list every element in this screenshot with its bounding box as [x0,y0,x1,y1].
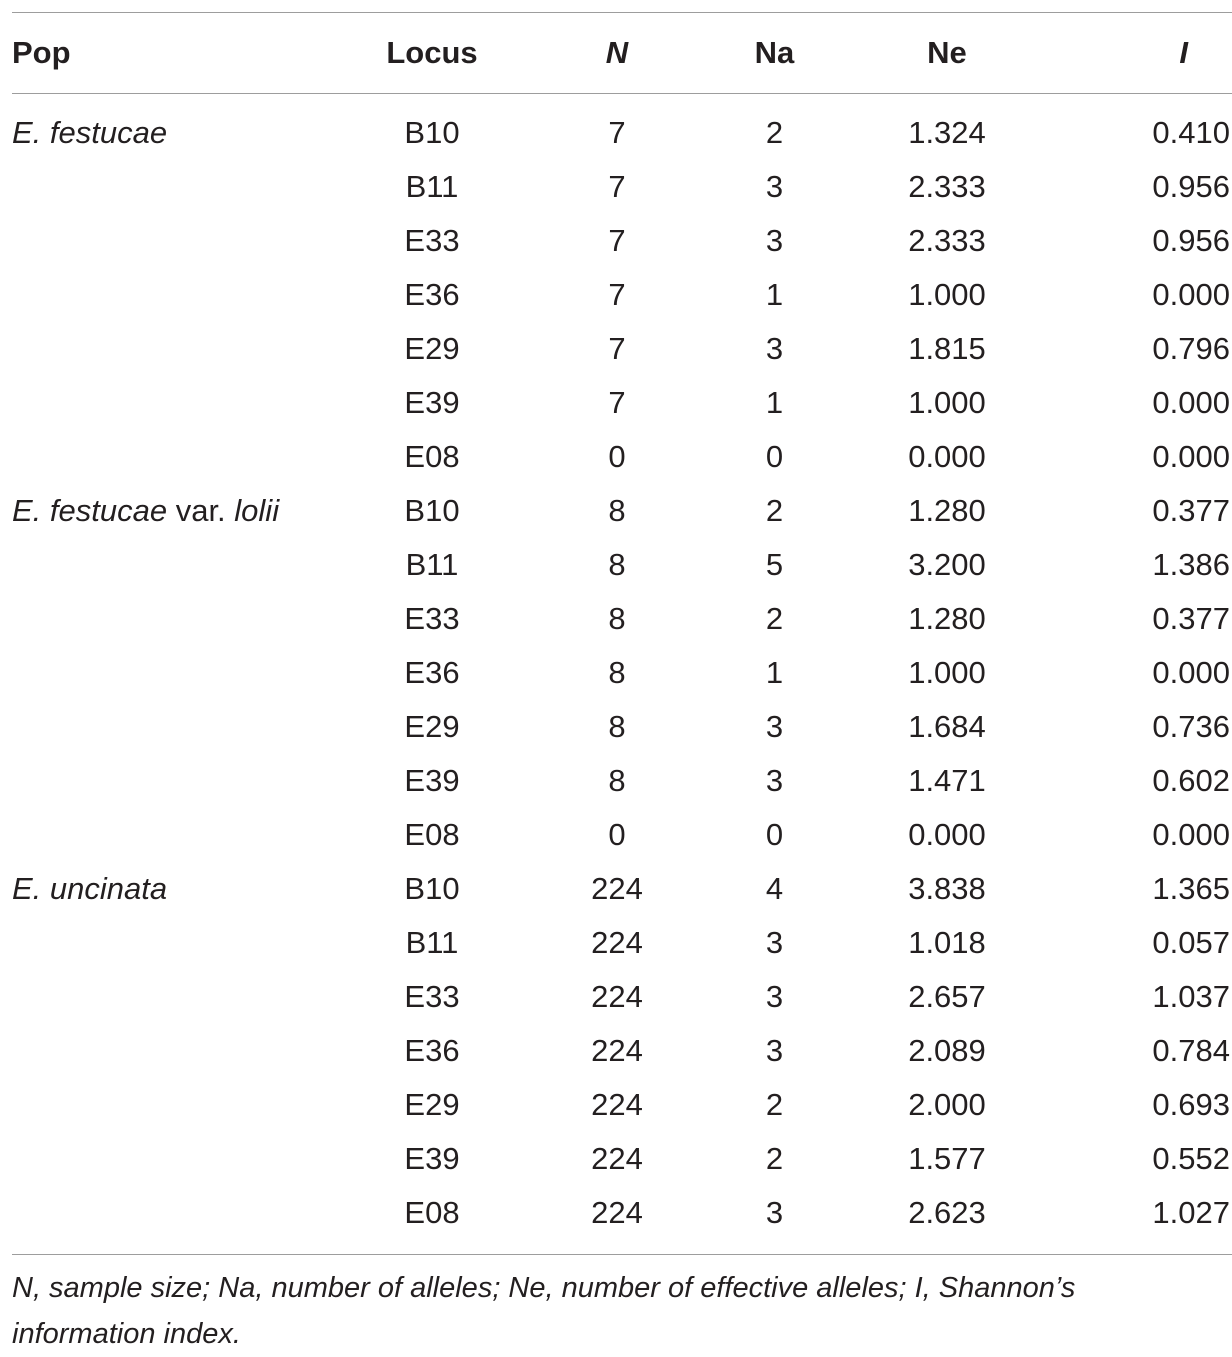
cell-na: 3 [765,979,784,1014]
cell-na: 3 [765,223,784,258]
cell-pop [12,1132,352,1186]
cell-ne: 1.324 [908,115,986,150]
cell-n: 224 [591,1141,643,1176]
cell-na: 3 [765,169,784,204]
header-ne: Ne [927,35,967,70]
header-row [12,13,1232,94]
cell-pop [12,592,352,646]
table-body [12,94,1232,1255]
cell-i: 0.000 [1152,817,1230,852]
cell-ne: 1.471 [908,763,986,798]
cell-na: 5 [765,547,784,582]
cell-i: 0.000 [1152,385,1230,420]
table-row [12,160,1232,214]
header-locus: Locus [386,35,478,70]
cell-na: 3 [765,331,784,366]
cell-ne: 2.657 [908,979,986,1014]
cell-na: 3 [765,1195,784,1230]
cell-pop [12,1186,352,1255]
cell-locus: B10 [404,871,460,906]
cell-pop [12,700,352,754]
pop-suffix-italic: lolii [234,493,280,528]
cell-na: 1 [765,277,784,312]
cell-locus: E08 [404,439,460,474]
table-row [12,538,1232,592]
cell-ne: 1.000 [908,277,986,312]
pop-suffix: var. [167,493,235,528]
cell-pop [12,1024,352,1078]
cell-i: 0.784 [1152,1033,1230,1068]
table-row [12,484,1232,538]
table-row [12,916,1232,970]
data-table [12,12,1232,1255]
data-table-container [12,12,1230,1357]
cell-n: 224 [591,979,643,1014]
cell-na: 3 [765,925,784,960]
cell-locus: E33 [404,601,460,636]
pop-name: E. festucae [12,115,168,150]
cell-i: 0.956 [1152,223,1230,258]
cell-ne: 0.000 [908,817,986,852]
cell-pop [12,484,352,538]
cell-ne: 2.089 [908,1033,986,1068]
cell-na: 1 [765,385,784,420]
cell-locus: E36 [404,655,460,690]
cell-pop [12,160,352,214]
cell-na: 2 [765,115,784,150]
cell-i: 0.000 [1152,439,1230,474]
cell-i: 1.027 [1152,1195,1230,1230]
cell-n: 7 [608,331,626,366]
cell-locus: B11 [405,547,459,582]
table-header [12,13,1232,94]
header-n: N [605,35,629,70]
cell-locus: E33 [404,979,460,1014]
cell-locus: E39 [404,763,460,798]
cell-pop [12,538,352,592]
table-row [12,1132,1232,1186]
cell-pop [12,646,352,700]
cell-i: 0.410 [1152,115,1230,150]
cell-pop [12,430,352,484]
cell-n: 224 [591,925,643,960]
cell-ne: 0.000 [908,439,986,474]
cell-locus: B10 [404,115,460,150]
cell-i: 0.736 [1152,709,1230,744]
cell-ne: 1.684 [908,709,986,744]
cell-i: 0.796 [1152,331,1230,366]
cell-n: 8 [608,547,626,582]
cell-n: 8 [608,709,626,744]
cell-ne: 1.280 [908,493,986,528]
cell-na: 3 [765,709,784,744]
table-row [12,268,1232,322]
table-row [12,1024,1232,1078]
cell-ne: 2.000 [908,1087,986,1122]
cell-i: 0.000 [1152,655,1230,690]
table-row [12,322,1232,376]
table-row [12,376,1232,430]
cell-i: 0.693 [1152,1087,1230,1122]
table-row [12,592,1232,646]
table-row [12,862,1232,916]
cell-locus: E36 [404,1033,460,1068]
cell-locus: B10 [404,493,460,528]
cell-n: 8 [608,763,626,798]
cell-ne: 1.815 [908,331,986,366]
cell-ne: 3.200 [908,547,986,582]
table-row [12,700,1232,754]
cell-ne: 1.000 [908,655,986,690]
cell-ne: 1.577 [908,1141,986,1176]
cell-n: 7 [608,169,626,204]
cell-n: 8 [608,655,626,690]
cell-n: 7 [608,385,626,420]
cell-ne: 3.838 [908,871,986,906]
cell-na: 2 [765,601,784,636]
cell-locus: E36 [404,277,460,312]
cell-locus: E08 [404,1195,460,1230]
cell-locus: B11 [405,169,459,204]
cell-n: 0 [608,817,626,852]
table-row [12,970,1232,1024]
cell-pop [12,268,352,322]
cell-na: 0 [765,817,784,852]
cell-ne: 2.333 [908,169,986,204]
cell-locus: E29 [404,331,460,366]
cell-locus: E39 [404,1141,460,1176]
cell-i: 0.956 [1152,169,1230,204]
header-i: I [1179,35,1188,70]
table-row [12,754,1232,808]
cell-na: 2 [765,1141,784,1176]
cell-i: 1.365 [1152,871,1230,906]
cell-pop [12,1078,352,1132]
table-row [12,808,1232,862]
cell-ne: 2.333 [908,223,986,258]
cell-n: 8 [608,493,626,528]
pop-name: E. festucae [12,493,168,528]
cell-locus: E08 [404,817,460,852]
cell-i: 0.377 [1152,493,1230,528]
cell-pop [12,322,352,376]
cell-n: 8 [608,601,626,636]
header-pop: Pop [12,35,71,70]
cell-n: 0 [608,439,626,474]
cell-na: 0 [765,439,784,474]
cell-na: 1 [765,655,784,690]
cell-i: 1.386 [1152,547,1230,582]
cell-n: 224 [591,1195,643,1230]
header-na: Na [754,35,795,70]
cell-pop [12,376,352,430]
cell-na: 3 [765,763,784,798]
table-row [12,646,1232,700]
cell-locus: E33 [404,223,460,258]
table-row [12,94,1232,161]
cell-n: 7 [608,115,626,150]
cell-na: 2 [765,493,784,528]
cell-na: 4 [765,871,784,906]
table-row [12,214,1232,268]
cell-i: 0.057 [1152,925,1230,960]
cell-pop [12,808,352,862]
cell-pop [12,916,352,970]
cell-ne: 1.280 [908,601,986,636]
cell-i: 0.377 [1152,601,1230,636]
cell-na: 2 [765,1087,784,1122]
cell-n: 224 [591,1087,643,1122]
cell-n: 7 [608,223,626,258]
cell-pop [12,754,352,808]
table-row [12,1078,1232,1132]
cell-i: 1.037 [1152,979,1230,1014]
cell-locus: E29 [404,1087,460,1122]
cell-n: 224 [591,871,643,906]
table-footnote: N, sample size; Na, number of alleles; Ne, number of effective alleles; I, Shannon’s information index. [12,1272,1076,1350]
cell-ne: 1.018 [908,925,986,960]
cell-na: 3 [765,1033,784,1068]
cell-ne: 2.623 [908,1195,986,1230]
cell-pop [12,94,352,161]
cell-i: 0.552 [1152,1141,1230,1176]
cell-i: 0.602 [1152,763,1230,798]
cell-locus: E39 [404,385,460,420]
cell-pop [12,214,352,268]
cell-i: 0.000 [1152,277,1230,312]
cell-pop [12,862,352,916]
cell-ne: 1.000 [908,385,986,420]
table-row [12,430,1232,484]
cell-n: 224 [591,1033,643,1068]
pop-name: E. uncinata [12,871,168,906]
cell-pop [12,970,352,1024]
cell-locus: B11 [405,925,459,960]
cell-n: 7 [608,277,626,312]
table-row [12,1186,1232,1255]
cell-locus: E29 [404,709,460,744]
